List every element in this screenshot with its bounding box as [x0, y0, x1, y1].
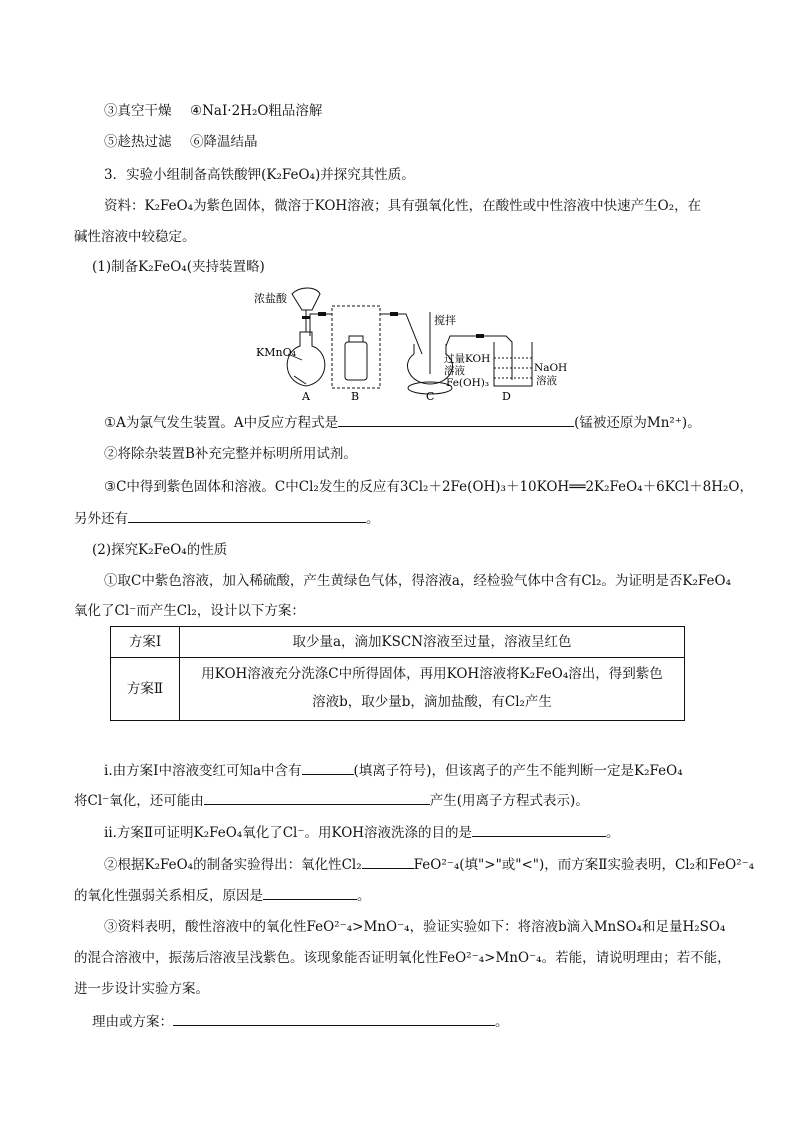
step-1-text: ①A为氯气发生装置。A中反应方程式是 — [104, 415, 339, 431]
option-6: ⑥降温结晶 — [190, 134, 258, 150]
label-C: C — [426, 390, 435, 402]
step-3-also: 另外还有 — [74, 511, 128, 527]
label-feoh3: Fe(OH)₃ — [446, 377, 490, 389]
label-naoh: NaOH — [534, 362, 568, 374]
step-4-cont-text: 的氧化性强弱关系相反，原因是 — [74, 888, 263, 904]
step-4-cont — [74, 885, 371, 906]
answer-blank-3[interactable] — [302, 760, 354, 775]
apparatus-diagram — [250, 284, 580, 402]
sub-i-line — [104, 760, 683, 781]
table-row — [111, 658, 685, 721]
question-3-heading: 3．实验小组制备高铁酸钾(K₂FeO₄)并探究其性质。 — [104, 167, 415, 183]
plan-1-content: 取少量a，滴加KSCN溶液至过量，溶液呈红色 — [180, 627, 685, 658]
sub-ii-end: 。 — [606, 825, 620, 841]
sub-i-cont-rest: 产生(用离子方程式表示)。 — [429, 793, 589, 809]
sub-i-cont-text: 将Cl⁻氧化，还可能由 — [74, 793, 204, 809]
info-line-2: 碱性溶液中较稳定。 — [74, 229, 196, 245]
label-stir: 搅拌 — [434, 314, 456, 327]
reason-end: 。 — [495, 1014, 509, 1030]
plan-2-line-1: 用KOH溶液充分洗涤C中所得固体，再用KOH溶液将K₂FeO₄溶出，得到紫色 — [201, 666, 663, 682]
label-excess-koh: 过量KOH — [444, 353, 491, 365]
step-4-line — [104, 854, 754, 875]
step-4-text: ②根据K₂FeO₄的制备实验得出：氧化性Cl₂ — [104, 857, 362, 873]
label-D: D — [502, 390, 511, 402]
step-3-cont — [74, 508, 380, 529]
sub-i-rest: (填离子符号)，但该离子的产生不能判断一定是K₂FeO₄ — [353, 763, 683, 779]
step-3-end: 。 — [366, 511, 380, 527]
answer-blank-6[interactable] — [362, 854, 414, 869]
sub-i-text: ⅰ.由方案Ⅰ中溶液变红可知a中含有 — [104, 763, 302, 779]
label-A: A — [302, 390, 310, 402]
part-2-title: (2)探究K₂FeO₄的性质 — [92, 542, 228, 558]
reason-label: 理由或方案： — [92, 1014, 173, 1030]
step-2-line: ②将除杂装置B补充完整并标明所用试剂。 — [104, 446, 357, 462]
sub-i-cont — [74, 790, 589, 811]
table-row — [111, 627, 685, 658]
step-5-line: ③资料表明，酸性溶液中的氧化性FeO²⁻₄>MnO⁻₄，验证实验如下：将溶液b滴入MnSO₄和足量H₂SO₄ — [104, 919, 726, 935]
answer-blank-8[interactable] — [173, 1011, 495, 1026]
label-B: B — [351, 390, 360, 402]
step-3-line: ③C中得到紫色固体和溶液。C中Cl₂发生的反应有3Cl₂＋2Fe(OH)₃＋10KOH══2K₂FeO₄＋6KCl＋8H₂O， — [104, 479, 753, 495]
step-4-rest: FeO²⁻₄(填">"或"<")，而方案Ⅱ实验表明，Cl₂和FeO²⁻₄ — [413, 857, 755, 873]
answer-blank-5[interactable] — [472, 822, 606, 837]
option-3: ③真空干燥 — [104, 103, 172, 119]
step-1-note: (锰被还原为Mn²⁺)。 — [574, 415, 701, 431]
step-5-cont-2: 进一步设计实验方案。 — [74, 981, 209, 997]
plan-table — [110, 626, 685, 721]
answer-blank-1[interactable] — [338, 412, 574, 427]
step-1-line — [104, 412, 701, 433]
label-naoh-solution: 溶液 — [536, 375, 557, 387]
plan-2-header: 方案Ⅱ — [111, 658, 180, 721]
part-1-title: (1)制备K₂FeO₄(夹持装置略) — [92, 259, 265, 275]
label-solution: 溶液 — [444, 365, 465, 377]
explore-1-line: ①取C中紫色溶液，加入稀硫酸，产生黄绿色气体，得溶液a，经检验气体中含有Cl₂。为证明是否K₂FeO₄ — [104, 573, 732, 589]
reason-line — [92, 1011, 509, 1032]
step-5-cont: 的混合溶液中，振荡后溶液呈浅紫色。该现象能否证明氧化性FeO²⁻₄>MnO⁻₄。若能，请说明理由；若不能， — [74, 950, 731, 966]
plan-2-line-2: 溶液b，取少量b，滴加盐酸，有Cl₂产生 — [312, 694, 552, 710]
answer-blank-7[interactable] — [263, 885, 357, 900]
sub-ii-line — [104, 822, 620, 843]
plan-1-header: 方案Ⅰ — [111, 627, 180, 658]
label-conc-hcl: 浓盐酸 — [254, 292, 287, 305]
step-4-end: 。 — [357, 888, 371, 904]
label-kmno4: KMnO₄ — [256, 346, 296, 359]
option-5: ⑤趁热过滤 — [104, 134, 172, 150]
info-line-1: 资料：K₂FeO₄为紫色固体，微溶于KOH溶液；具有强氧化性，在酸性或中性溶液中快速产生O₂，在 — [104, 198, 702, 214]
sub-ii-text: ⅱ.方案Ⅱ可证明K₂FeO₄氧化了Cl⁻。用KOH溶液洗涤的目的是 — [104, 825, 473, 841]
answer-blank-2[interactable] — [128, 508, 366, 523]
answer-blank-4[interactable] — [204, 790, 430, 805]
plan-2-content — [180, 658, 685, 721]
explore-1-cont: 氧化了Cl⁻而产生Cl₂，设计以下方案： — [74, 603, 305, 619]
option-4: ④NaI·2H₂O粗品溶解 — [190, 103, 323, 119]
